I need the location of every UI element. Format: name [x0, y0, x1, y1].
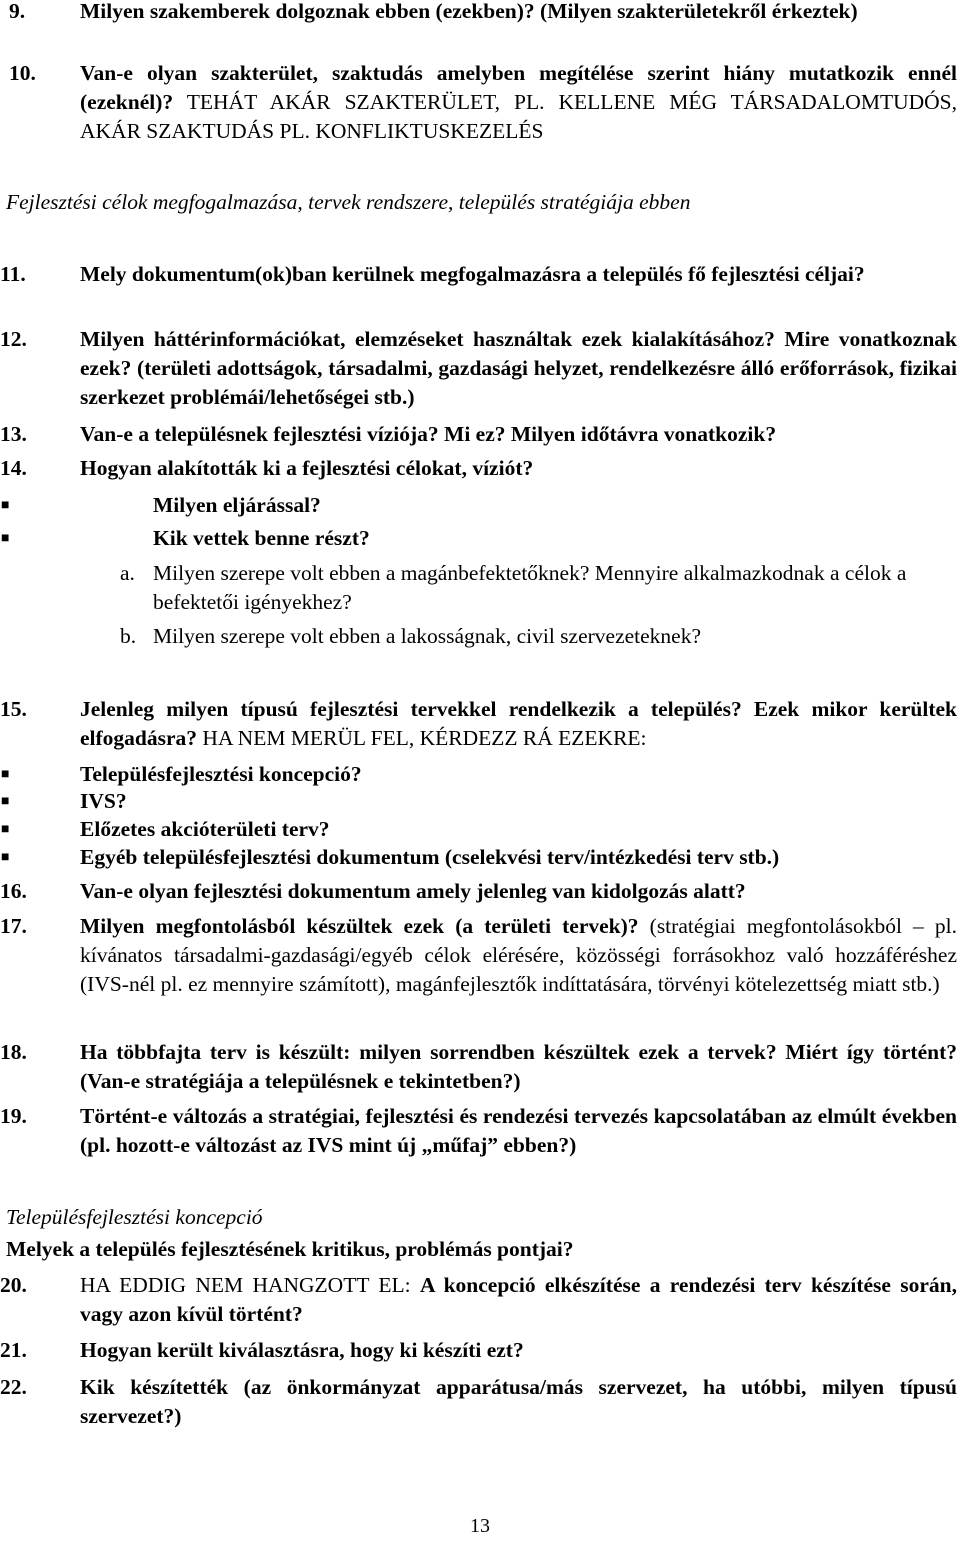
sub-question-letter: a.: [120, 561, 135, 585]
sub-question-b: [120, 622, 957, 651]
interviewer-instruction: HA EDDIG NEM HANGZOTT EL:: [80, 1273, 420, 1297]
question-number: 20.: [0, 1273, 27, 1297]
question-text: Milyen megfontolásból készültek ezek (a területi tervek)?: [80, 914, 639, 938]
question-21: [0, 1336, 957, 1365]
section-heading: [6, 188, 946, 217]
bullet-text: Milyen eljárással?: [153, 493, 321, 517]
sub-question-letter: b.: [120, 624, 137, 648]
interviewer-instruction: HA NEM MERÜL FEL, KÉRDEZZ RÁ EZEKRE:: [197, 726, 647, 750]
bullet-text: Településfejlesztési koncepció?: [80, 762, 362, 786]
bullet-icon: ■: [1, 531, 10, 546]
question-9: [9, 0, 957, 26]
question-text: Milyen szakemberek dolgoznak ebben (ezekben)? (Milyen szakterületekről érkeztek): [80, 0, 858, 23]
question-10: [9, 59, 957, 146]
bullet-icon: ■: [1, 850, 10, 865]
question-text: A koncepció elkészítése a rendezési terv készítése során, vagy azon kívül történt?: [80, 1273, 958, 1326]
question-20: [0, 1271, 958, 1329]
question-number: 11.: [0, 262, 26, 286]
question-number: 12.: [0, 327, 27, 351]
question-15: [0, 695, 957, 753]
interviewer-instruction: TEHÁT AKÁR SZAKTERÜLET, PL. KELLENE MÉG TÁRSADALOMTUDÓS, AKÁR SZAKTUDÁS PL. KONFLIKTUSKEZELÉS: [80, 90, 957, 143]
question-18: [0, 1038, 957, 1096]
question-text: Hogyan került kiválasztásra, hogy ki készíti ezt?: [80, 1338, 524, 1362]
question-19: [0, 1102, 957, 1160]
question-number: 16.: [0, 879, 27, 903]
question-14: [0, 454, 957, 483]
question-number: 9.: [9, 0, 26, 23]
question-number: 21.: [0, 1338, 27, 1362]
bullet-item: [1, 787, 957, 816]
question-13: [0, 420, 957, 449]
question-22: [0, 1373, 957, 1431]
question-number: 17.: [0, 914, 27, 938]
section-subheading: [6, 1235, 906, 1264]
question-number: 18.: [0, 1040, 27, 1064]
bullet-icon: ■: [1, 767, 10, 782]
section-heading: [6, 1203, 906, 1232]
question-number: 19.: [0, 1104, 27, 1128]
question-number: 15.: [0, 697, 27, 721]
sub-question-text: Milyen szerepe volt ebben a magánbefektetőknek? Mennyire alkalmazkodnak a célok a befektetői igényekhez?: [153, 561, 907, 614]
bullet-item: [1, 815, 957, 844]
bullet-item: [1, 491, 853, 520]
section-heading-text: Fejlesztési célok megfogalmazása, tervek rendszere, település stratégiája ebben: [6, 190, 691, 214]
section-heading-text: Településfejlesztési koncepció: [6, 1205, 263, 1229]
bullet-text: Egyéb településfejlesztési dokumentum (cselekvési terv/intézkedési terv stb.): [80, 845, 780, 869]
question-text: Van-e olyan szakterület, szaktudás amelyben megítélése szerint hiány mutatkozik ennél (ezeknél)?: [80, 61, 957, 114]
bullet-item: [1, 524, 853, 553]
sub-question-a: [120, 559, 957, 617]
question-text: Történt-e változás a stratégiai, fejlesztési és rendezési tervezés kapcsolatában az elmúlt években (pl. hozott-e változást az IVS mint új „műfaj” ebben?): [80, 1104, 957, 1157]
bullet-icon: ■: [1, 822, 10, 837]
bullet-icon: ■: [1, 498, 10, 513]
section-subheading-text: Melyek a település fejlesztésének kritikus, problémás pontjai?: [6, 1237, 574, 1261]
bullet-text: Előzetes akcióterületi terv?: [80, 817, 330, 841]
question-text: Ha többfajta terv is készült: milyen sorrendben készültek ezek a tervek? Miért így történt? (Van-e stratégiája a településnek e tekintetben?): [80, 1040, 957, 1093]
question-text: Van-e olyan fejlesztési dokumentum amely jelenleg van kidolgozás alatt?: [80, 879, 746, 903]
question-number: 22.: [0, 1375, 27, 1399]
sub-question-text: Milyen szerepe volt ebben a lakosságnak, civil szervezeteknek?: [153, 624, 702, 648]
question-number: 14.: [0, 456, 27, 480]
question-text: Hogyan alakították ki a fejlesztési célokat, víziót?: [80, 456, 534, 480]
question-text: Kik készítették (az önkormányzat apparátusa/más szervezet, ha utóbbi, milyen típusú szervezet?): [80, 1375, 957, 1428]
question-text: Van-e a településnek fejlesztési víziója? Mi ez? Milyen időtávra vonatkozik?: [80, 422, 777, 446]
question-17: [0, 912, 957, 999]
bullet-item: [1, 760, 957, 789]
question-text: Mely dokumentum(ok)ban kerülnek megfogalmazásra a település fő fejlesztési céljai?: [80, 262, 865, 286]
question-text: Jelenleg milyen típusú fejlesztési tervekkel rendelkezik a település? Ezek mikor kerültek elfogadásra?: [80, 697, 957, 750]
question-16: [0, 877, 957, 906]
question-11: [0, 260, 957, 289]
question-text: Milyen háttérinformációkat, elemzéseket használtak ezek kialakításához? Mire vonatkoznak ezek? (területi adottságok, társadalmi, gazdasági helyzet, rendelkezésre álló erőforrások, fizikai szerkezet problémái/lehetőségei stb.): [80, 327, 957, 409]
bullet-item: [1, 843, 957, 872]
question-12: [0, 325, 957, 412]
question-number: 10.: [9, 61, 36, 85]
page-number: 13: [470, 1515, 490, 1537]
bullet-icon: ■: [1, 794, 10, 809]
question-number: 13.: [0, 422, 27, 446]
question-hint: (stratégiai megfontolásokból – pl. kívánatos társadalmi-gazdasági/egyéb célok elérésére, közösségi forrásokhoz való hozzáféréshez (IVS-nél pl. ez mennyire számított), magánfejlesztők indíttatására, törvényi kötelezettség miatt stb.): [80, 914, 957, 996]
bullet-text: Kik vettek benne részt?: [153, 526, 370, 550]
bullet-text: IVS?: [80, 789, 127, 813]
